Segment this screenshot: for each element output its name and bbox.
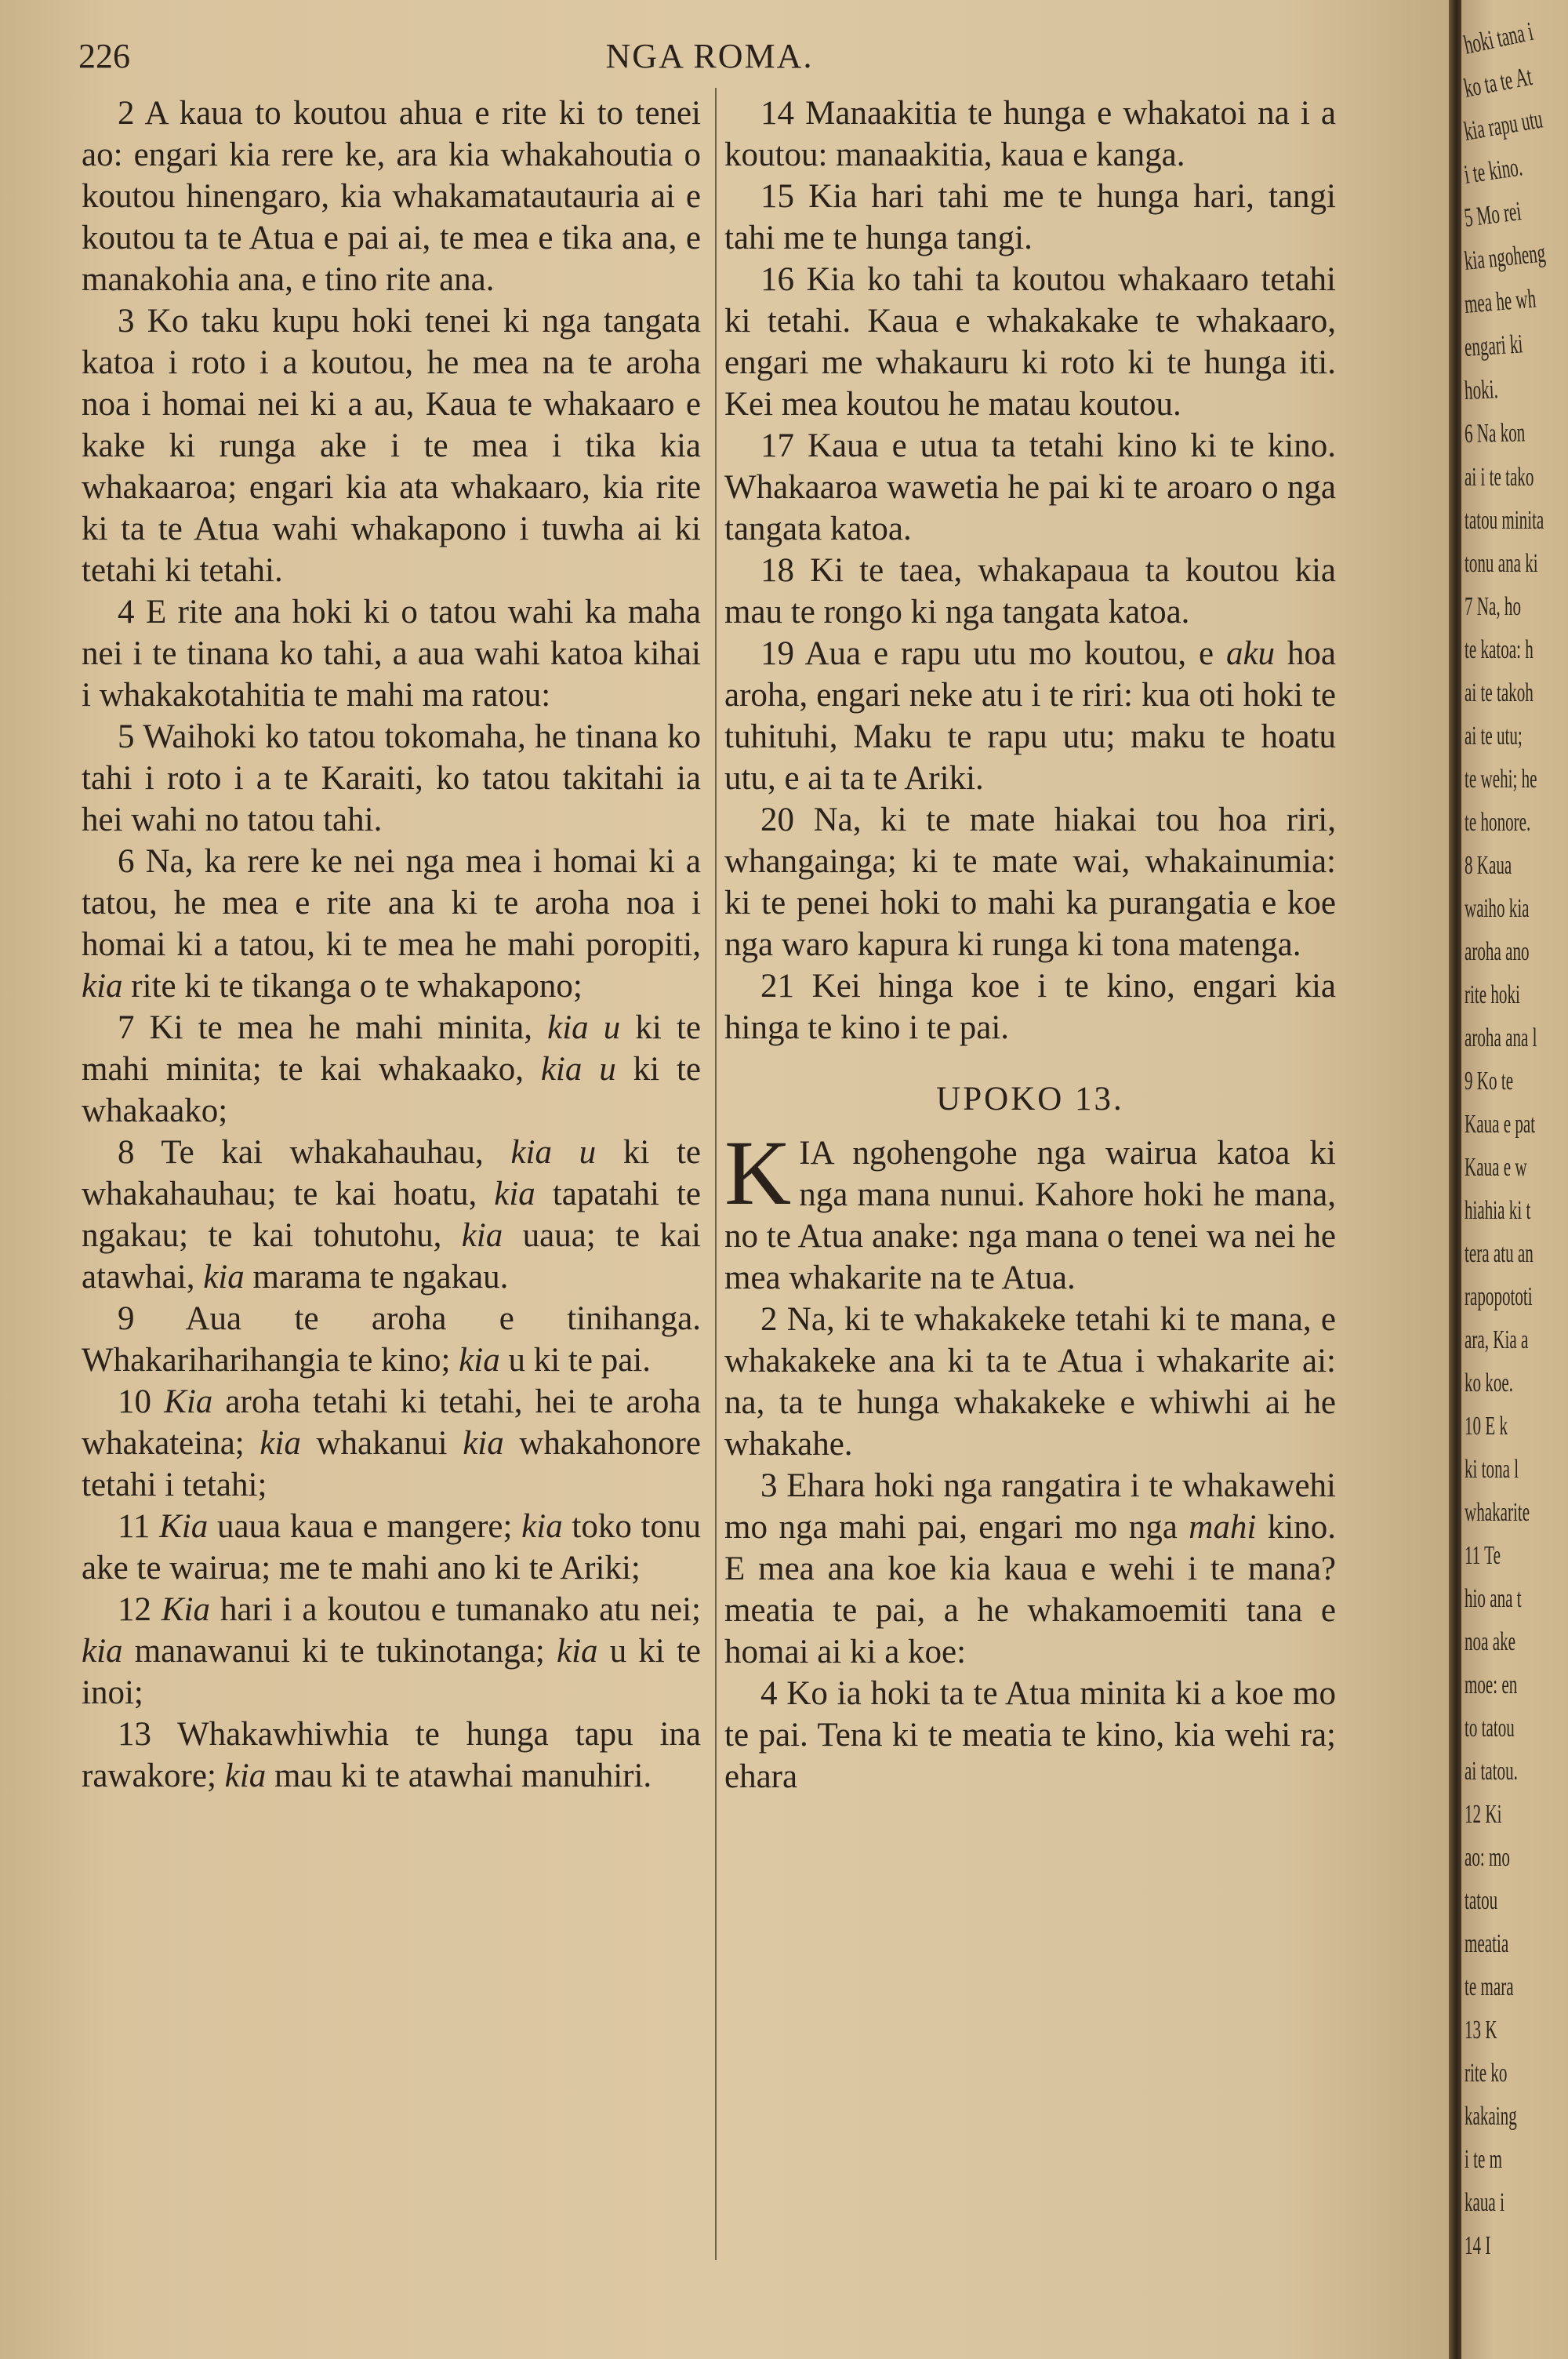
adjacent-page-line: tatou minita xyxy=(1465,506,1544,535)
verse-text: 12 xyxy=(118,1591,162,1628)
verse-italic-text: kia u xyxy=(510,1134,597,1171)
adjacent-page-line: to tatou xyxy=(1465,1714,1515,1743)
running-title: NGA ROMA. xyxy=(605,37,814,75)
verse xyxy=(724,176,1336,259)
verse xyxy=(82,1714,701,1797)
adjacent-page-line: hiahia ki t xyxy=(1465,1196,1531,1225)
verse-text: 13 Whakawhiwhia te hunga tapu ina rawakore; xyxy=(82,1716,701,1794)
verse-italic-text: kia xyxy=(203,1259,245,1296)
verse-text: 8 Te kai whakahauhau, xyxy=(118,1134,511,1171)
adjacent-page-line: 8 Kaua xyxy=(1465,851,1512,880)
adjacent-page-line: ki tona l xyxy=(1465,1455,1519,1484)
adjacent-page-line: whakarite xyxy=(1465,1498,1530,1527)
verse-text: 9 Aua te aroha e tinihanga. Whakariharihangia te kino; xyxy=(82,1300,701,1379)
adjacent-page-line: 7 Na, ho xyxy=(1465,592,1522,621)
verse xyxy=(82,591,701,716)
adjacent-page-line: ai te takoh xyxy=(1465,678,1534,707)
verse-italic-text: mahi xyxy=(1189,1509,1257,1546)
verse-text: 20 Na, ki te mate hiakai tou hoa riri, whangainga; ki te mate wai, whakainumia: ki te penei hoki to mahi ka purangatia e koe nga waro kapura ki runga ki tona matenga. xyxy=(724,801,1336,963)
verse xyxy=(724,799,1336,965)
chapter-first-verse xyxy=(724,1121,1336,1299)
verse-italic-text: kia xyxy=(494,1176,535,1212)
verse-italic-text: kia xyxy=(557,1633,598,1670)
verse-text: hari i a koutou e tumanako atu nei; xyxy=(210,1591,701,1628)
adjacent-page-line: ko koe. xyxy=(1465,1369,1514,1398)
right-column xyxy=(724,93,1336,1797)
adjacent-page-line: tonu ana ki xyxy=(1465,549,1538,578)
adjacent-page-line: hoki. xyxy=(1464,375,1499,405)
right-column-verses-ch13 xyxy=(724,1299,1336,1797)
verse xyxy=(724,1465,1336,1673)
verse-text: rite ki te tikanga o te whakapono; xyxy=(122,968,583,1005)
verse-text: mau ki te atawhai manuhiri. xyxy=(266,1757,652,1794)
adjacent-page-line: te mara xyxy=(1465,1972,1514,2001)
verse xyxy=(724,259,1336,425)
verse xyxy=(82,1506,701,1589)
right-column-verses-ch12 xyxy=(724,93,1336,1049)
adjacent-page-line: mea he wh xyxy=(1463,284,1537,319)
verse-italic-text: kia xyxy=(224,1757,267,1794)
verse xyxy=(82,1298,701,1381)
adjacent-page-line: moe: en xyxy=(1465,1670,1518,1699)
adjacent-page-line: hio ana t xyxy=(1465,1584,1522,1613)
adjacent-page-line: kia ngoheng xyxy=(1463,238,1547,276)
adjacent-page-line: ao: mo xyxy=(1465,1843,1510,1872)
adjacent-page-line: 10 E k xyxy=(1465,1412,1508,1441)
verse xyxy=(724,1673,1336,1797)
verse-text: u ki te pai. xyxy=(499,1342,651,1379)
column-divider xyxy=(715,88,717,2260)
adjacent-page-line: te katoa: h xyxy=(1465,635,1534,664)
verse-text: ki te whakahauhau; te kai hoatu, xyxy=(82,1134,701,1212)
verse-text: 17 Kaua e utua ta tetahi kino ki te kino. Whakaaroa wawetia he pai ki te aroaro o nga tangata katoa. xyxy=(724,427,1336,547)
adjacent-page-line: Kaua e w xyxy=(1465,1153,1527,1182)
adjacent-page-line: 13 K xyxy=(1465,2016,1497,2045)
adjacent-page-line: aroha ano xyxy=(1465,937,1530,966)
adjacent-page-line: ai i te tako xyxy=(1465,463,1534,492)
verse-text: 6 Na, ka rere ke nei nga mea i homai ki a tatou, he mea e rite ana ki te aroha noa i homai ki a tatou, ki te mea he mahi poropiti, xyxy=(82,843,701,963)
verse xyxy=(82,841,701,1007)
verse-italic-text: Kia xyxy=(159,1508,209,1545)
verse xyxy=(82,716,701,841)
verse xyxy=(82,93,701,300)
verse-italic-text: kia xyxy=(82,968,123,1005)
adjacent-page-line: rite hoki xyxy=(1465,980,1520,1009)
verse-text: toko tonu ake te wairua; me te mahi ano ki te Ariki; xyxy=(82,1508,701,1587)
verse xyxy=(724,1299,1336,1465)
adjacent-page-line: rapopototi xyxy=(1465,1282,1533,1311)
verse-text: aroha tetahi ki tetahi, hei te aroha whakateina; xyxy=(82,1383,702,1462)
verse-text: 7 Ki te mea he mahi minita, xyxy=(118,1009,548,1046)
adjacent-page-line: te honore. xyxy=(1465,808,1531,837)
verse-text: manawanui ki te tukinotanga; xyxy=(122,1633,557,1670)
verse-text: 14 Manaakitia te hunga e whakatoi na i a koutou: manaakitia, kaua e kanga. xyxy=(724,95,1336,173)
verse-text: whakanui xyxy=(300,1425,463,1462)
book-gutter xyxy=(1449,0,1461,2359)
verse xyxy=(82,1007,701,1132)
page-number: 226 xyxy=(78,37,130,75)
adjacent-page-line: aroha ana l xyxy=(1465,1023,1537,1052)
adjacent-page-line: tera atu an xyxy=(1465,1239,1534,1268)
adjacent-page-line: hoki tana i xyxy=(1461,16,1536,60)
adjacent-page-line: ai tatou. xyxy=(1465,1757,1518,1786)
adjacent-page-line: engari ki xyxy=(1463,329,1524,362)
verse xyxy=(724,425,1336,550)
verse-text: hoa aroha, engari neke atu i te riri: kua oti hoki te tuhituhi, Maku te rapu utu; maku te hoatu utu, e ai ta te Ariki. xyxy=(724,635,1336,797)
adjacent-page-line: ai te utu; xyxy=(1465,722,1523,751)
adjacent-page-line: rite ko xyxy=(1465,2059,1508,2088)
verse xyxy=(724,633,1336,799)
adjacent-page-line: waiho kia xyxy=(1465,894,1530,923)
verse-italic-text: aku xyxy=(1225,635,1276,672)
verse-text: marama te ngakau. xyxy=(244,1259,509,1296)
verse-text: 3 Ehara hoki nga rangatira i te whakawehi mo nga mahi pai, engari mo nga xyxy=(724,1467,1336,1546)
verse-text: 16 Kia ko tahi ta koutou whakaaro tetahi ki tetahi. Kaua e whakakake te whakaaro, engari me whakauru ki roto ki te hunga iti. Kei mea koutou he matau koutou. xyxy=(724,261,1336,423)
adjacent-page-edge xyxy=(1461,0,1568,2359)
adjacent-page-line: meatia xyxy=(1465,1929,1509,1958)
verse-text: 10 xyxy=(118,1383,165,1420)
adjacent-page-line: Kaua e pat xyxy=(1465,1110,1536,1139)
adjacent-page-line: 11 Te xyxy=(1465,1541,1501,1570)
verse-text: 2 A kaua to koutou ahua e rite ki to tenei ao: engari kia rere ke, ara kia whakahoutia o koutou hinengaro, kia whakamatautauria ai e koutou ta te Atua e pai ai, te mea e tika ana, e manakohia ana, e tino rite ana. xyxy=(82,95,701,298)
verse-italic-text: kia xyxy=(521,1508,563,1545)
verse-text: 3 Ko taku kupu hoki tenei ki nga tangata katoa i roto i a koutou, he mea na te aroha noa i homai nei ki a au, Kaua te whakaaro e kake ki runga ake i te mea i tika kia whakaaroa; engari kia ata whakaaro, kia rite ki ta te Atua wahi whakapono i tuwha ai ki tetahi ki tetahi. xyxy=(82,303,701,589)
verse-text: 19 Aua e rapu utu mo koutou, e xyxy=(760,635,1226,672)
verse-text: 4 E rite ana hoki ki o tatou wahi ka maha nei i te tinana ko tahi, a aua wahi katoa kihai i whakakotahitia te mahi ma ratou: xyxy=(82,594,701,714)
adjacent-page-line: kakaing xyxy=(1465,2102,1517,2131)
verse-italic-text: Kia xyxy=(164,1383,213,1420)
verse-text: 15 Kia hari tahi me te hunga hari, tangi tahi me te hunga tangi. xyxy=(724,178,1336,256)
adjacent-page-line: kaua i xyxy=(1465,2188,1504,2217)
adjacent-page-line: i te kino. xyxy=(1462,152,1525,190)
verse-italic-text: kia xyxy=(463,1425,504,1462)
adjacent-page-line: tatou xyxy=(1465,1886,1498,1915)
verse-text: 5 Waihoki ko tatou tokomaha, he tinana ko tahi i roto i a te Karaiti, ko tatou takitahi ia hei wahi no tatou tahi. xyxy=(82,718,701,838)
verse xyxy=(82,300,701,591)
verse xyxy=(82,1589,701,1714)
verse xyxy=(724,550,1336,633)
verse-italic-text: kia u xyxy=(540,1051,616,1088)
verse xyxy=(82,1381,701,1506)
verse-text: 11 xyxy=(118,1508,160,1545)
verse-italic-text: kia u xyxy=(547,1009,621,1046)
page-header xyxy=(78,36,1341,83)
verse-italic-text: kia xyxy=(461,1217,503,1254)
verse-text: tapatahi te ngakau; te kai tohutohu, xyxy=(82,1176,701,1254)
verse xyxy=(82,1132,701,1298)
verse xyxy=(724,965,1336,1049)
verse-text: 18 Ki te taea, whakapaua ta koutou kia mau te rongo ki nga tangata katoa. xyxy=(724,552,1336,631)
drop-capital: K xyxy=(724,1121,792,1224)
adjacent-page-line: 9 Ko te xyxy=(1465,1067,1514,1096)
verse-text: 21 Kei hinga koe i te kino, engari kia hinga te kino i te pai. xyxy=(724,968,1336,1046)
adjacent-page-line: 12 Ki xyxy=(1465,1800,1502,1829)
left-column xyxy=(82,93,701,1797)
verse-text: uaua; te kai atawhai, xyxy=(82,1217,701,1296)
verse-italic-text: Kia xyxy=(161,1591,211,1628)
adjacent-page-line: ko ta te At xyxy=(1461,61,1535,104)
verse-text: whakahonore tetahi i tetahi; xyxy=(82,1425,701,1503)
verse-italic-text: kia xyxy=(260,1425,301,1462)
verse-text: u ki te inoi; xyxy=(82,1633,702,1711)
verse-text: uaua kaua e mangere; xyxy=(208,1508,522,1545)
adjacent-page-line: ara, Kia a xyxy=(1465,1325,1529,1354)
adjacent-page-line: 6 Na kon xyxy=(1464,418,1526,449)
verse-text: 2 Na, ki te whakakeke tetahi ki te mana, e whakakeke ana ki ta te Atua i whakarite ai: na, ta te hunga whakakeke e whiwhi ai he whakahe. xyxy=(724,1301,1336,1463)
verse xyxy=(724,93,1336,176)
verse-text: kino. E mea ana koe kia kaua e wehi i te mana? meatia te pai, a he whakamoemiti tana e homai ai ki a koe: xyxy=(724,1509,1336,1670)
adjacent-page-line: 14 I xyxy=(1465,2231,1491,2260)
verse-text: 4 Ko ia hoki ta te Atua minita ki a koe mo te pai. Tena ki te meatia te kino, kia wehi ra; ehara xyxy=(724,1675,1336,1795)
verse-text: ki te whakaako; xyxy=(82,1051,701,1129)
verse-italic-text: kia xyxy=(82,1633,123,1670)
adjacent-page-line: i te m xyxy=(1465,2145,1503,2174)
verse-italic-text: kia xyxy=(459,1342,500,1379)
adjacent-page-line: noa ake xyxy=(1465,1627,1515,1656)
adjacent-page-line: te wehi; he xyxy=(1465,765,1537,794)
first-verse-text: IA ngohengohe nga wairua katoa ki nga mana nunui. Kahore hoki he mana, no te Atua anake: nga mana o tenei wa nei he mea whakarite na te Atua. xyxy=(724,1135,1336,1296)
verse-text: ki te mahi minita; te kai whakaako, xyxy=(82,1009,701,1088)
adjacent-page-line: kia rapu utu xyxy=(1461,104,1545,147)
adjacent-page-line: 5 Mo rei xyxy=(1462,197,1523,233)
chapter-heading: UPOKO 13. xyxy=(936,1081,1124,1118)
